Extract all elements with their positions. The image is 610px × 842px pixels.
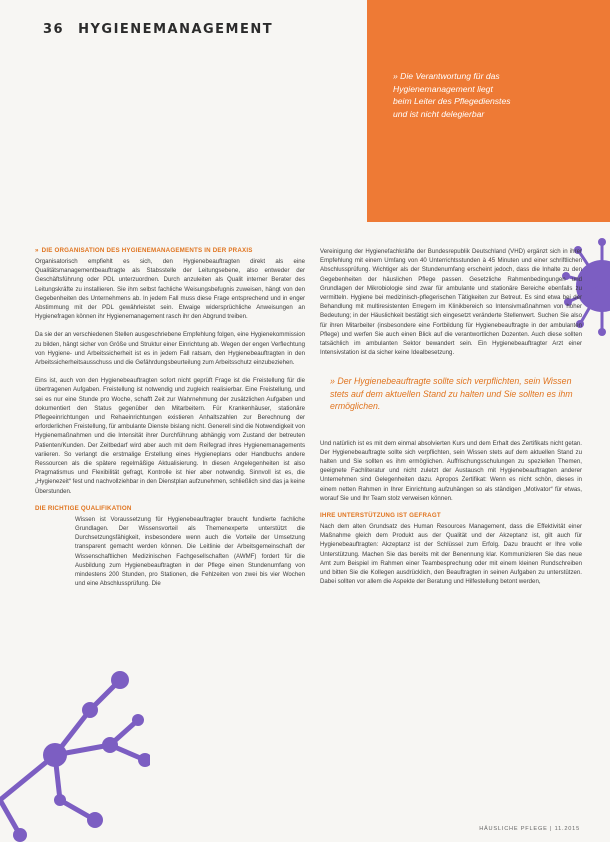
page-number: 36 [43, 22, 65, 37]
arrow-icon: » [35, 247, 39, 254]
paragraph: Vereinigung der Hygienefachkräfte der Bundesrepublik Deutschland (VHD) ergänzt sich in ihrer Empfehlung mit einem Umfang von 40 Unterrichtsstunden à 45 Minuten und einer schriftlichen Abschlussprüfung. Wichtiger als der Stundenumfang erscheint jedoch, dass die Inhalte zu den Gegebenheiten der häuslichen Pflege passen. Gesetzliche Rahmenbedingungen und Grundlagen der Mikrobiologie sind zwar für ambulante und stationäre Bereiche ebenfalls zu vermitteln. Hygiene bei medizinisch-pflegerischen Tätigkeiten zur Betreut. Es sind etwa bei der Behandlung mit multiresistenten Erregern im Klinikbereich so Intensivmaßnahmen von hoher Bedeutung; in der Häuslichkeit bestätigt sich eingesetzt veränderte Stellenwert. Suchen Sie also für ihren Mitarbeiter (insbesondere eine Fortbildung für Hygienebeauftragte in der ambulanten Pflege) und werfen Sie auch einen Blick auf die verantwortlichen Dozenten. Auch diese sollten tatsächlich im ambulanten Sektor bewandert sein. Ein Hygienebeauftragter Arzt einer Intensivstation ist da sicher keine Idealbesetzung. [320, 248, 582, 357]
virus-illustration-left [0, 650, 150, 842]
paragraph: Und natürlich ist es mit dem einmal absolvierten Kurs und dem Erhalt des Zertifikats nicht getan. Der Hygienebeauftragte sollte sich verpflichten, sein Wissen stets auf dem aktuellen Stand zu halten und Sie sollten es ihm ermöglichen. Auffrischungsschulungen zu speziellen Themen, geeignete Fachliteratur und nicht zuletzt der Austausch mit Hygienebeauftragten anderer Unternehmen sind Gelegenheiten dazu. Apropos Zertifikat: Wenn es nicht schön, dieses in einem netten Rahmen in Ihrer Einrichtung aufzuhängen so als ständigen „Motivator“ für etwas, worauf Sie und Ihr Team stolz verweisen können. [320, 439, 582, 502]
pull-quote-inline: » Der Hygienebeauftragte sollte sich verpflichten, sein Wissen stets auf dem aktuellen Stand zu halten und Sie sollten es ihm ermöglichen. [330, 376, 573, 412]
section-heading-organisation: » DIE ORGANISATION DES HYGIENEMANAGEMENTS IN DER PRAXIS [35, 247, 253, 254]
text-column-left [35, 247, 305, 598]
paragraph: Da sie der an verschiedenen Stellen ausgeschriebene Empfehlung folgen, eine Hygienekommission zu bilden, hängt sicher von Größe und Struktur einer Einrichtung ab. Wegen der engen Verflechtung von Hygiene- und Arbeitssicherheit ist es in jedem Fall ratsam, den Hygienebeauftragten in den Arbeitssicherheitsausschuss und die Gefährdungsbeurteilung zum Arbeitsschutz einzubeziehen. [35, 331, 305, 367]
section-title: HYGIENEMANAGEMENT [78, 22, 274, 37]
paragraph: Nach dem alten Grundsatz des Human Resources Management, dass die Effektivität einer Maßnahme gleich dem Produkt aus der Qualität und der Akzeptanz ist, gilt auch für Hygienebeauftragten: Akzeptanz ist der Schlüssel zum Erfolg. Dazu braucht er Ihre volle Unterstützung. Machen Sie das bereits mit der Benennung klar. Kommunizieren Sie das neue Amt zum Beispiel im Rahmen einer Teambesprechung oder mit einem kleinen Rundschreiben und bitten Sie die Kollegen ausdrücklich, den Beauftragten in seinen Aufgaben zu unterstützen. Dabei sollten vor allem die Aspekte der Beratung und Hilfestellung betont werden, [320, 523, 582, 586]
page-footer: HÄUSLICHE PFLEGE | 11.2015 [479, 826, 580, 832]
section-heading-unterstuetzung: IHRE UNTERSTÜTZUNG IST GEFRAGT [320, 512, 441, 520]
pull-quote-box [367, 0, 610, 222]
paragraph: Eins ist, auch von den Hygienebeauftragten sofort nicht geprüft Frage ist die Freistellung für die übertragenen Aufgaben. Freistellung ist notwendig und zugleich realisierbar. Eine Freistellung, und sei es nur eine Stunde pro Woche, schafft Zeit zur Wahrnehmung der zusätzlichen Aufgaben und dokumentiert den Status gegenüber den Mitarbeitern. Für Krankenhäuser, stationäre Pflegeeinrichtungen und Rehaeinrichtungen existieren Anhaltszahlen zur Berechnung der erforderlichen Freistellung, für ambulante Dienste bislang nicht. Generell sind die Notwendigkeit von Hygienemaßnahmen und die Intensität ihrer Durchführung abhängig vom Zustand der betreuten Patienten/Kunden. Der Zeitbedarf wird aber auch mit dem Reifegrad ihres Hygienemanagements variieren. So verlangt die erstmalige Erstellung eines Hygieneplans oder Handbuchs andere Ressourcen als die spätere regelmäßige Aktualisierung. In diesen Angelegenheiten ist also Pragmatismus und Flexibilität gefragt, Kontrolle ist hier aber notwendig. Sinnvoll ist es, die „Hygienezeit“ fest und nachvollziehbar in den Dienstplan aufzunehmen, schließlich sind das ja keine Überstunden. [35, 377, 305, 495]
section-heading-qualifikation: DIE RICHTIGE QUALIFIKATION [35, 504, 132, 512]
pull-quote-top: » Die Verantwortung für das Hygienemanagement liegt beim Leiter des Pflegedienstes und ist nicht delegierbar [393, 71, 511, 119]
text-column-right [320, 247, 582, 596]
paragraph: Wissen ist Voraussetzung für Hygienebeauftragter braucht fundierte fachliche Grundlagen. Der Wissensvorteil als Themenexperte unterstützt die Durchsetzungsfähigkeit, insbesondere wenn auch die Vorteile der Umsetzung transparent gemacht werden können. Die Leitlinie der Arbeitsgemeinschaft der Wissenschaftlichen Medizinischen Fachgesellschaften (AWMF) fordert für die Ausbildung zum Hygienebeauftragten in der Pflege einen Stundenumfang von mindestens 200 Stunden, pro Stationen, die Fehlzeiten von zwei bis vier Wochen und eine Abschlussprüfung. Die [75, 515, 305, 588]
page-header [43, 22, 273, 37]
paragraph: Organisatorisch empfiehlt es sich, den Hygienebeauftragten direkt als eine Qualitätsmanagementbeauftragte als Stabsstelle der Leitungsebene, also entweder der Geschäftsführung oder PDL unterzuordnen. Durch anzuleiten als Qualit interner Berater des Leitungskräfte zu installieren. Sie ihm selbst fachliche Weisungsbefugnis zuweisen, hängt von den Gegebenheiten des Unternehmens ab. In jedem Fall muss diese Frage entsprechend und in enger Abstimmung mit der PDL gewährleistet sein. Etwaige widersprüchliche Anweisungen an Hygienefragen können ihr Hygienemanagement rasch ihr den Abgrund treiben. [35, 258, 305, 321]
